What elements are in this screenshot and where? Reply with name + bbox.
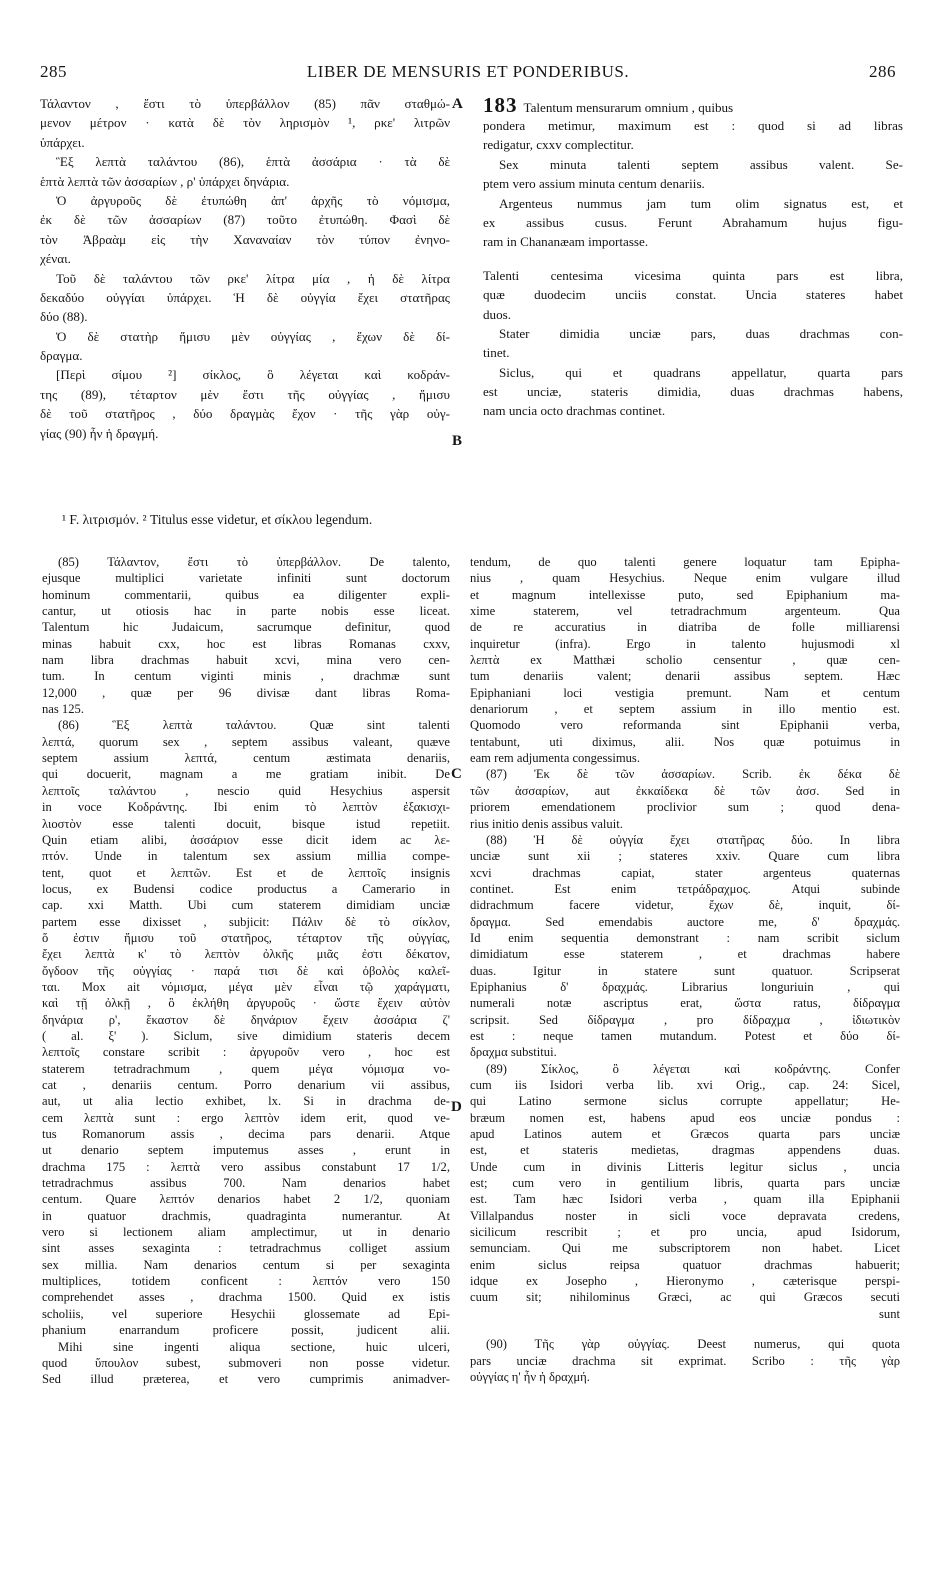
note-line: Villalpandus noster in sicli voce depravata credens,: [470, 1208, 900, 1223]
note-line: πτόν. Unde in talentum sex assium millia compe-: [42, 849, 450, 864]
text-line: est unciæ, stateris dimidia, duas drachmas habens,: [483, 384, 903, 400]
note-line: ejusque multiplici varietate infiniti sunt doctorum: [42, 571, 450, 586]
note-line: unciæ sunt xii ; stateres xxiv. Quare cum libra: [470, 849, 900, 864]
note-line: δραχμα substitui.: [470, 1045, 557, 1060]
note-line: (90) Τῆς γὰρ οὐγγίας. Deest numerus, qui quota: [486, 1337, 900, 1352]
note-line: scholiis, vel superiore Hesychii glossemate ad Epi-: [42, 1306, 450, 1321]
note-line: priorem emendationem proclivior sum ; quod dena-: [470, 800, 900, 815]
note-line: λεπτὰ ex Matthæi scholio censentur , quæ cen-: [470, 653, 900, 668]
note-line: in voce Κοδράντης. Ibi enim τὸ λεπτὸν ἐξακισχι-: [42, 800, 450, 815]
page-number-right: 286: [869, 62, 896, 81]
text-line: Stater dimidia unciæ pars, duas drachmas con-: [499, 325, 903, 341]
text-line: quæ duodecim unciis constat. Uncia stateres habet: [483, 287, 903, 303]
text-line: τὸν Ἀβραὰμ εἰς τὴν Χαναναίαν τὸν τύπον ἐνηνο-: [40, 231, 450, 247]
page-number-left: 285: [40, 62, 67, 81]
text-line: Talenti centesima vicesima quinta pars est libra,: [483, 267, 903, 283]
text-line: δραγμα.: [40, 348, 83, 364]
text-line: δεκαδύο οὐγγίαι ὑπάρχει. Ἡ δὲ οὐγγία ἔχει στατῆρας: [40, 289, 450, 305]
note-line: λεπτά, quorum sex , septem assibus valeant, quæve: [42, 734, 450, 749]
note-line: numerali notæ ascriptus erat, ὥστα ratus, δίδραγμα: [470, 996, 900, 1011]
note-line: eam rem adjumenta congessimus.: [470, 751, 640, 766]
note-line: cantur, ut otiosis hac in parte nobis esse liceat.: [42, 604, 450, 619]
text-line: ὑπάρχει.: [40, 134, 85, 150]
note-line: scripsit. Sed δίδραγμα , pro δίδραχμα , ἰδιωτικὸν: [470, 1012, 900, 1027]
text-line: ἐκ δὲ τῶν ἀσσαρίων (87) τοῦτο ἐτυπώθη. Φασὶ δὲ: [40, 212, 450, 228]
note-line: rius initio denis assibus valuit.: [470, 816, 623, 831]
text-line: Τοῦ δὲ ταλάντου τῶν ρκε' λίτρα μία , ἡ δὲ λίτρα: [56, 270, 450, 286]
note-line: sunt: [879, 1306, 900, 1321]
notes-right-column: [470, 554, 900, 1385]
note-line: vero si lectionem aliam amplectimur, ut in denario: [42, 1225, 450, 1240]
text-line: Ἓξ λεπτὰ ταλάντου (86), ἑπτὰ ἀσσάρια · τὰ δὲ: [56, 154, 450, 170]
note-line: apud Latinos autem et Græcos quarta pars unciæ: [470, 1127, 900, 1142]
note-line: qui Latino sermone siclus corrupte appellatur; He-: [470, 1094, 900, 1109]
note-line: τῶν ἀσσαρίων, aut ἐκκαίδεκα δὲ τῶν ἀσσ. Sed in: [470, 783, 900, 798]
page-header: [40, 62, 896, 84]
note-line: λεπτοῖς constare scribit : ἀργυροῦν vero , hoc est: [42, 1045, 450, 1060]
text-span: Talentum mensurarum omnium , quibus: [523, 100, 734, 115]
note-line: sicilicum rescribit ; et pro uncia, apud Isidorum,: [470, 1225, 900, 1240]
note-line: de re accuratius in diatriba de folle milliarensi: [470, 620, 900, 635]
note-line: denariorum , et septem assium in illo mentio est.: [470, 702, 900, 717]
text-line: duos.: [483, 306, 512, 322]
note-line: ται. Mox ait νόμισμα, μέγα μὲν εἶναι τῷ χαράγματι,: [42, 979, 450, 994]
note-line: nas 125.: [42, 702, 84, 717]
note-line: λεπτοῖς ταλάντου , nescio quid Hesychius aspersit: [42, 783, 450, 798]
section-number: 183: [483, 94, 518, 116]
note-line: tetradrachmus assibus 700. Nam denarios habet: [42, 1176, 450, 1191]
note-line: centum. Quare λεπτόν denarios habet 2 1/2, quoniam: [42, 1192, 450, 1207]
note-line: tum. In centum viginti minis , drachmæ sunt: [42, 669, 450, 684]
text-line: γίας (90) ἦν ἡ δραγμή.: [40, 425, 159, 441]
text-line: ram in Chananæam importasse.: [483, 234, 649, 250]
note-line: xime staterem, vel tetradrachmum argenteum. Qua: [470, 604, 900, 619]
note-line: aut, ut alia lectio exhibet, lx. Si in drachma de-: [42, 1094, 450, 1109]
text-line: Sex minuta talenti septem assibus valent. Se-: [499, 156, 903, 172]
note-line: tus Romanorum assis , decima pars denarii. Atque: [42, 1127, 450, 1142]
note-line: duas. Igitur in statere sunt quatuor. Scripserat: [470, 963, 900, 978]
text-line: Ὁ ἀργυροῦς δὲ ἐτυπώθη ἀπ' ἀρχῆς τὸ νόμισμα,: [56, 192, 450, 208]
note-line: cat , denariis centum. Porro denarium vii assibus,: [42, 1078, 450, 1092]
note-line: Quin etiam alibi, ἀσσάριον esse dicit idem ac λε-: [42, 832, 450, 847]
text-line: [483, 94, 903, 116]
note-line: drachma 175 : λεπτὰ vero assibus constabunt 17 1/2,: [42, 1159, 450, 1174]
note-line: λιοστὸν esse talenti docuit, bisque istud repetiit.: [42, 816, 450, 831]
note-line: tendum, de quo talenti genere loquatur tam Epipha-: [470, 555, 900, 569]
note-line: dimidiatum esse staterem , et drachmas habere: [470, 947, 900, 962]
note-line: bræum nomen est, habens apud eos unciæ pondus :: [470, 1110, 900, 1125]
note-line: cap. xxi Matth. Ubi cum staterem dimidiam unciæ: [42, 898, 450, 913]
note-line: cuum sit; nihilominus Græci, ac qui Græcos secuti: [470, 1290, 900, 1305]
text-line: Siclus, qui et quadrans appellatur, quarta pars: [499, 364, 903, 380]
margin-letter-d: D: [451, 1099, 462, 1115]
text-line: Ὁ δὲ στατὴρ ἥμισυ μὲν οὐγγίας , ἔχων δὲ δί-: [56, 328, 450, 344]
note-line: hominum commentarii, quibus ea diligenter expli-: [42, 587, 450, 602]
note-line: pars unciæ drachma sit exprimat. Scribo : τῆς γὰρ: [470, 1353, 900, 1368]
note-line: (89) Σίκλος, ὃ λέγεται καὶ κοδράντης. Confer: [486, 1061, 900, 1076]
note-line: quod ὕπουλον subest, submoveri non posse videtur.: [42, 1355, 450, 1370]
text-line: ptem vero assium minuta centum denariis.: [483, 176, 705, 192]
note-line: (86) Ἓξ λεπτὰ ταλάντου. Quæ sint talenti: [58, 718, 450, 733]
note-line: ut denario septem imputemus asses , erunt in: [42, 1143, 450, 1158]
text-line: δὲ τοῦ στατῆρος , δύο δραγμὰς ἔχον · τῆς γὰρ οὐγ-: [40, 406, 450, 422]
note-line: qui docuerit, magnam a me gratiam inibit. De: [42, 767, 450, 782]
note-line: nam libra drachmas habuit xcvi, mina vero cen-: [42, 653, 450, 668]
note-line: δραγμα. Sed emendabis auctore me, δ' δραχμάς.: [470, 914, 900, 929]
running-title: LIBER DE MENSURIS ET PONDERIBUS.: [306, 62, 630, 81]
note-line: Epiphanius δ' δραχμάς. Librarius longuriuin , qui: [470, 979, 900, 994]
greek-text-column: [40, 94, 450, 443]
margin-letter-c: C: [451, 766, 462, 782]
note-line: semunciam. Qui me subscriptorem non habet. Licet: [470, 1241, 900, 1256]
note-line: tent, quot et λεπτῶν. Est et de λεπτοῖς insignis: [42, 865, 450, 880]
text-line: pondera metimur, maximum est : quod si ad libras: [483, 118, 903, 133]
margin-letter-b: B: [452, 433, 463, 449]
note-line: idque ex Josepho , Hieronymo , cæterisque perspi-: [470, 1274, 900, 1289]
notes-left-column: [42, 554, 450, 1388]
note-line: comprehendet asses , drachma 1500. Quid ex istis: [42, 1290, 450, 1305]
text-line: [Περὶ σίμου ²] σίκλος, ὃ λέγεται καὶ κοδράν-: [56, 367, 450, 383]
note-line: (88) Ἡ δὲ οὐγγία ἔχει στατῆρας δύο. In libra: [486, 832, 900, 847]
text-line: tinet.: [483, 345, 510, 361]
text-line: μενον μέτρον · κατὰ δὲ τὸν ληρισμὸν ¹, ρκε' λιτρῶν: [40, 115, 450, 131]
note-line: Id enim sequentia demonstrant : nam scribit siclum: [470, 930, 900, 945]
note-line: locus, ex Budensi codice productus a Camerario in: [42, 881, 450, 896]
note-line: nius , quam Hesychius. Neque enim vulgare illud: [470, 571, 900, 586]
note-line: ὄγδοον τῆς οὐγγίας · παρά τισι δὲ καὶ ὀβολὸς καλεῖ-: [42, 963, 450, 978]
text-line: της (89), τέταρτον μὲν ἔστι τῆς οὐγγίας , ἥμισυ: [40, 386, 450, 402]
note-line: cem λεπτὰ sunt : ergo λεπτὸν idem erit, quod ve-: [42, 1110, 450, 1125]
note-line: Epiphaniani loci vestigia premunt. Nam et centum: [470, 685, 900, 700]
note-line: δηνάρια ρ', ἕκαστον δὲ δηνάριον ἔχειν ἀσσάρια ζ': [42, 1012, 450, 1027]
note-line: est. Tam hæc Isidori verba , quam illa Epiphanii: [470, 1192, 900, 1207]
note-line: et magnum intellexisse puto, sed Epiphanium ma-: [470, 587, 900, 602]
footnotes: ¹ F. λιτρισμόν. ² Titulus esse videtur, et σίκλου legendum.: [62, 512, 373, 527]
note-line: partem esse dixisset , subjicit: Πάλιν δὲ τὸ σίκλον,: [42, 914, 450, 929]
text-line: nam uncia octo drachmas continet.: [483, 403, 666, 419]
note-line: tum denariis valent; denarii assibus septem. Hæc: [470, 669, 900, 684]
note-line: sint asses sexaginta : tetradrachmus colliget assium: [42, 1241, 450, 1256]
note-line: inquiretur (infra). Ergo in talento hujusmodi xl: [470, 636, 900, 651]
spacer: [470, 1322, 900, 1336]
note-line: cum iis Isidori verba lib. xvi Orig., cap. 24: Sicel,: [470, 1078, 900, 1092]
note-line: Sed illud præterea, et vero cumprimis animadver-: [42, 1372, 450, 1387]
note-line: septem assium λεπτά, centum æstimata denariis,: [42, 751, 450, 766]
note-line: est : neque tamen mutandum. Potest et δύο δί-: [470, 1028, 900, 1043]
note-line: est; cum vero in gentilium libris, quarta pars unciæ: [470, 1176, 900, 1191]
text-line: χέναι.: [40, 251, 71, 267]
note-line: tentabunt, uti diximus, alii. Nos quæ potuimus in: [470, 734, 900, 749]
text-line: δύο (88).: [40, 309, 88, 325]
note-line: staterem tetradrachmum , quem μέγα νόμισμα vo-: [42, 1061, 450, 1076]
note-line: phanium enarrandum proficere possit, judicent alii.: [42, 1323, 450, 1338]
note-line: in quatuor drachmis, quadraginta numerantur. At: [42, 1208, 450, 1223]
text-line: Argenteus nummus jam tum olim signatus est, et: [499, 195, 903, 211]
note-line: (87) Ἐκ δὲ τῶν ἀσσαρίων. Scrib. ἐκ δέκα δὲ: [486, 767, 900, 782]
text-line: redigatur, cxxv complectitur.: [483, 137, 634, 153]
note-line: Quomodo vero reformanda sint Epiphanii verba,: [470, 718, 900, 733]
text-line: Τάλαντον , ἔστι τὸ ὑπερβάλλον (85) πᾶν σταθμώ-: [40, 96, 450, 111]
note-line: Talentum hic Judaicum, sacrumque definitur, quod: [42, 620, 450, 635]
text-line: ἑπτὰ λεπτὰ τῶν ἀσσαρίων , ρ' ὑπάρχει δηνάρια.: [40, 173, 290, 189]
spacer: [483, 252, 903, 266]
note-line: est, et stateris medietas, dragmas appendens duas.: [470, 1143, 900, 1158]
note-line: ὅ ἐστιν ἥμισυ τοῦ στατῆρος, τέταρτον τῆς οὐγγίας,: [42, 930, 450, 945]
text-line: ex assibus cusus. Ferunt Abrahamum hujus figu-: [483, 214, 903, 230]
note-line: οὐγγίας η' ἦν ἡ δραχμή.: [470, 1369, 590, 1384]
note-line: Unde cum in divinis Litteris legitur siclus , uncia: [470, 1159, 900, 1174]
note-line: (85) Τάλαντον, ἔστι τὸ ὑπερβάλλον. De talento,: [58, 555, 450, 569]
note-line: multiplices, totidem conficent : λεπτόν vero 150: [42, 1274, 450, 1289]
note-line: didrachmum facere videtur, ἔχων δὲ, inquit, δί-: [470, 898, 900, 913]
note-line: continet. Est enim τετράδραχμος. Atqui subinde: [470, 881, 900, 896]
note-line: xcvi drachmas capiat, stater argenteus quaternas: [470, 865, 900, 880]
note-line: minas habuit cxx, hoc est libras Romanas cxxv,: [42, 636, 450, 651]
note-line: ( al. ξ' ). Siclum, sive dimidium stateris decem: [42, 1028, 450, 1043]
margin-letter-a: A: [452, 96, 463, 112]
note-line: ἔχει λεπτὰ κ' τὸ λεπτὸν ὀλκῆς μιᾶς ἐστι δέκατον,: [42, 947, 450, 962]
note-line: sex millia. Nam denarios centum si per sexaginta: [42, 1257, 450, 1272]
note-line: καὶ τῇ ὀλκῇ , ὃ ἐκλήθη ἀργυροῦς · ὥστε ἔχειν αὐτὸν: [42, 996, 450, 1011]
note-line: enim siclus reipsa quatuor drachmas habuerit;: [470, 1257, 900, 1272]
note-line: Mihi sine ingenti aliqua sectione, huic ulceri,: [58, 1339, 450, 1354]
latin-text-column: [483, 94, 903, 421]
note-line: 12,000 , quæ per 96 divisæ dant libras Roma-: [42, 685, 450, 700]
